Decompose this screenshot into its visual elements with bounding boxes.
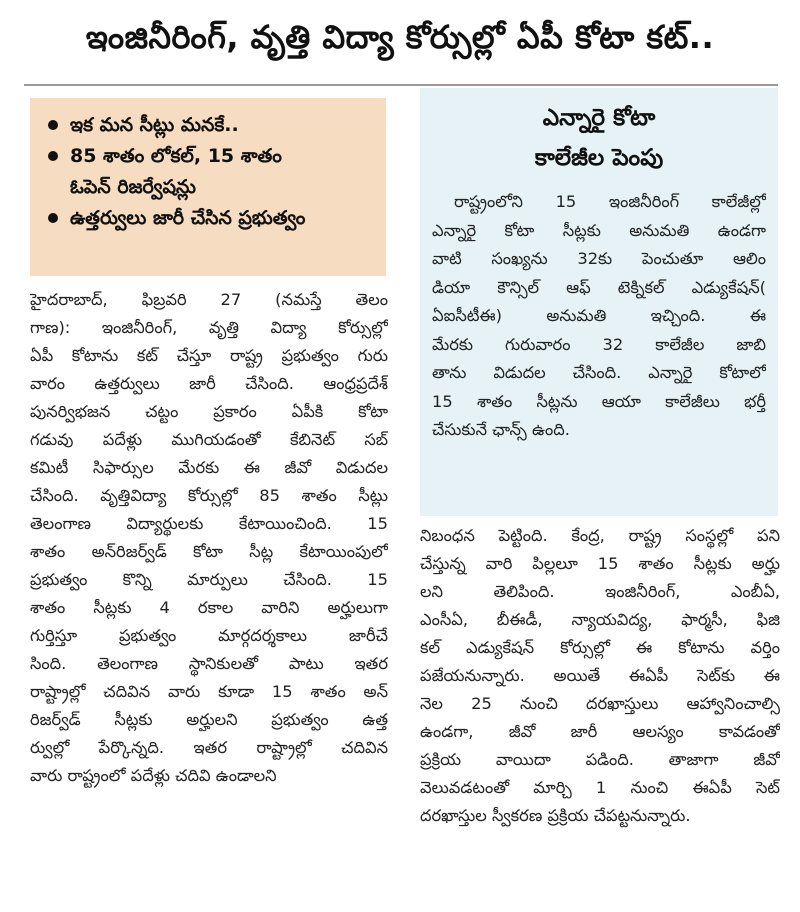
article-right-column: [420, 522, 780, 830]
article-line: కల్ ఎడ్యుకేషన్ కోర్సుల్లో ఈ కోటాను వర్తిం: [420, 638, 780, 657]
article-line: ప్రక్రియ వాయిదా పడింది. తాజాగా జీవో: [420, 750, 780, 769]
sidebar-line: తాను విడుదల చేసింది. ఎన్నారై కోటాలో: [432, 363, 766, 382]
article-line: నెల 25 నుంచి దరఖాస్తులు ఆహ్వానించాల్సి: [420, 694, 780, 713]
highlight-text: 85 శాతం లోకల్, 15 శాతం: [70, 145, 282, 167]
article-line: గాణ): ఇంజినీరింగ్, వృత్తి విద్యా కోర్సుల్లో: [30, 318, 388, 337]
sidebar-line: 15 శాతం సీట్లను ఆయా కాలేజీలు భర్తీ: [432, 391, 766, 411]
sidebar-line: మేరకు గురువారం 32 కాలేజీల జాబి: [432, 334, 766, 354]
article-line: పునర్విభజన చట్టం ప్రకారం ఏపీకి కోటా: [30, 402, 388, 421]
article-line: నిబంధన పెట్టింది. కేంద్ర, రాష్ట్ర సంస్థల్లో పని: [420, 526, 780, 545]
sidebar-line: చేసుకునే ఛాన్స్ ఉంది.: [432, 420, 570, 439]
article-line: ఏపీ కోటాను కట్ చేస్తూ రాష్ట్ర ప్రభుత్వం గురు: [30, 346, 388, 365]
article-line: ర్వుల్లో పేర్కొన్నది. ఇతర రాష్ట్రాల్లో చదివిన: [30, 738, 388, 757]
sidebar-line: ఎన్నారై కోటా సీట్లకు అనుమతి ఉండగా: [432, 220, 766, 240]
article-left-column: [30, 286, 388, 790]
article-line: శాతం అన్‌రిజర్వ్‌డ్ కోటా సీట్ల కేటాయింపులో: [30, 542, 388, 561]
nri-quota-sidebar: [420, 88, 778, 516]
article-line: తెలంగాణ విద్యార్థులకు కేటాయించింది. 15: [30, 514, 388, 533]
article-line: చేస్తున్న వారి పిల్లలూ 15 శాతం సీట్లకు అర్హు: [420, 554, 780, 573]
article-line: హైదరాబాద్, ఫిబ్రవరి 27 (నమస్తే తెలం: [30, 290, 388, 309]
headline: ఇంజినీరింగ్, వృత్తి విద్యా కోర్సుల్లో ఏపీ కోటా కట్..: [85, 18, 715, 56]
article-line: వెలువడటంతో మార్చి 1 నుంచి ఈఏపీ సెట్: [420, 778, 780, 797]
article-line: చేసింది. వృత్తివిద్యా కోర్సుల్లో 85 శాతం సీట్లు: [30, 486, 388, 505]
bullet-icon: [48, 120, 58, 130]
bullet-icon: [48, 213, 58, 223]
bullet-icon: [48, 151, 58, 161]
highlight-text: ఇక మన సీట్లు మనకే..: [70, 114, 239, 136]
sidebar-line: ఏఐసీటీఈ) అనుమతి ఇచ్చింది. ఈ: [432, 306, 766, 325]
highlight-item-continued: [48, 172, 376, 203]
article-line: లని తెలిపింది. ఇంజినీరింగ్, ఎంబీఏ,: [420, 582, 780, 601]
article-line: దరఖాస్తుల స్వీకరణ ప్రక్రియ చేపట్టనున్నారు.: [420, 806, 691, 825]
highlights-box: [30, 98, 386, 276]
article-line: ప్రభుత్వం కొన్ని మార్పులు చేసింది. 15: [30, 570, 388, 589]
article-line: శాతం సీట్లకు 4 రకాల వారిని అర్హులుగా: [30, 598, 388, 617]
article-line: వారం ఉత్తర్వులు జారీ చేసింది. ఆంధ్రప్రదేశ్: [30, 374, 388, 393]
highlight-text: ఉత్తర్వులు జారీ చేసిన ప్రభుత్వం: [70, 207, 306, 229]
article-line: గడువు పదేళ్లు ముగియడంతో కేబినెట్ సబ్: [30, 430, 388, 449]
article-line: రాష్ట్రాల్లో చదివిన వారు కూడా 15 శాతం అన్: [30, 682, 388, 701]
highlight-item: [48, 141, 376, 172]
article-line: వారు రాష్ట్రంలో పదేళ్లు చదివి ఉండాలని: [30, 766, 277, 785]
article-line: ఉండగా, జీవో జారీ ఆలస్యం కావడంతో: [420, 722, 780, 741]
sidebar-body: [432, 188, 766, 445]
highlight-item: [48, 203, 376, 234]
article-line: కమిటీ సిఫార్సుల మేరకు ఈ జీవో విడుదల: [30, 458, 388, 477]
sidebar-title-line1: ఎన్నారై కోటా: [542, 105, 656, 131]
article-line: రిజర్వ్‌డ్ సీట్లకు అర్హులని ప్రభుత్వం ఉత్త: [30, 710, 388, 729]
article-line: సింది. తెలంగాణ స్థానికులతో పాటు ఇతర: [30, 654, 388, 673]
sidebar-line: రాష్ట్రంలోని 15 ఇంజినీరింగ్ కాలేజీల్లో: [454, 192, 766, 211]
sidebar-line: డియా కౌన్సిల్ ఆఫ్ టెక్నికల్ ఎడ్యుకేషన్(: [432, 277, 766, 297]
highlight-text: ఓపెన్ రిజర్వేషన్లు: [70, 176, 196, 198]
sidebar-title-line2: కాలేజీల పెంపు: [534, 145, 664, 171]
article-line: ఎంసీఏ, బీఈడీ, న్యాయవిద్య, ఫార్మసీ, ఫిజి: [420, 610, 780, 629]
headline-divider: [24, 84, 778, 86]
highlight-item: [48, 110, 376, 141]
sidebar-line: వాటి సంఖ్యను 32కు పెంచుతూ ఆలిం: [432, 249, 766, 268]
article-line: పజేయనున్నారు. అయితే ఈఏపీ సెట్‌కు ఈ: [420, 666, 780, 685]
article-line: గుర్తిస్తూ ప్రభుత్వం మార్గదర్శకాలు జారీచే: [30, 626, 388, 645]
